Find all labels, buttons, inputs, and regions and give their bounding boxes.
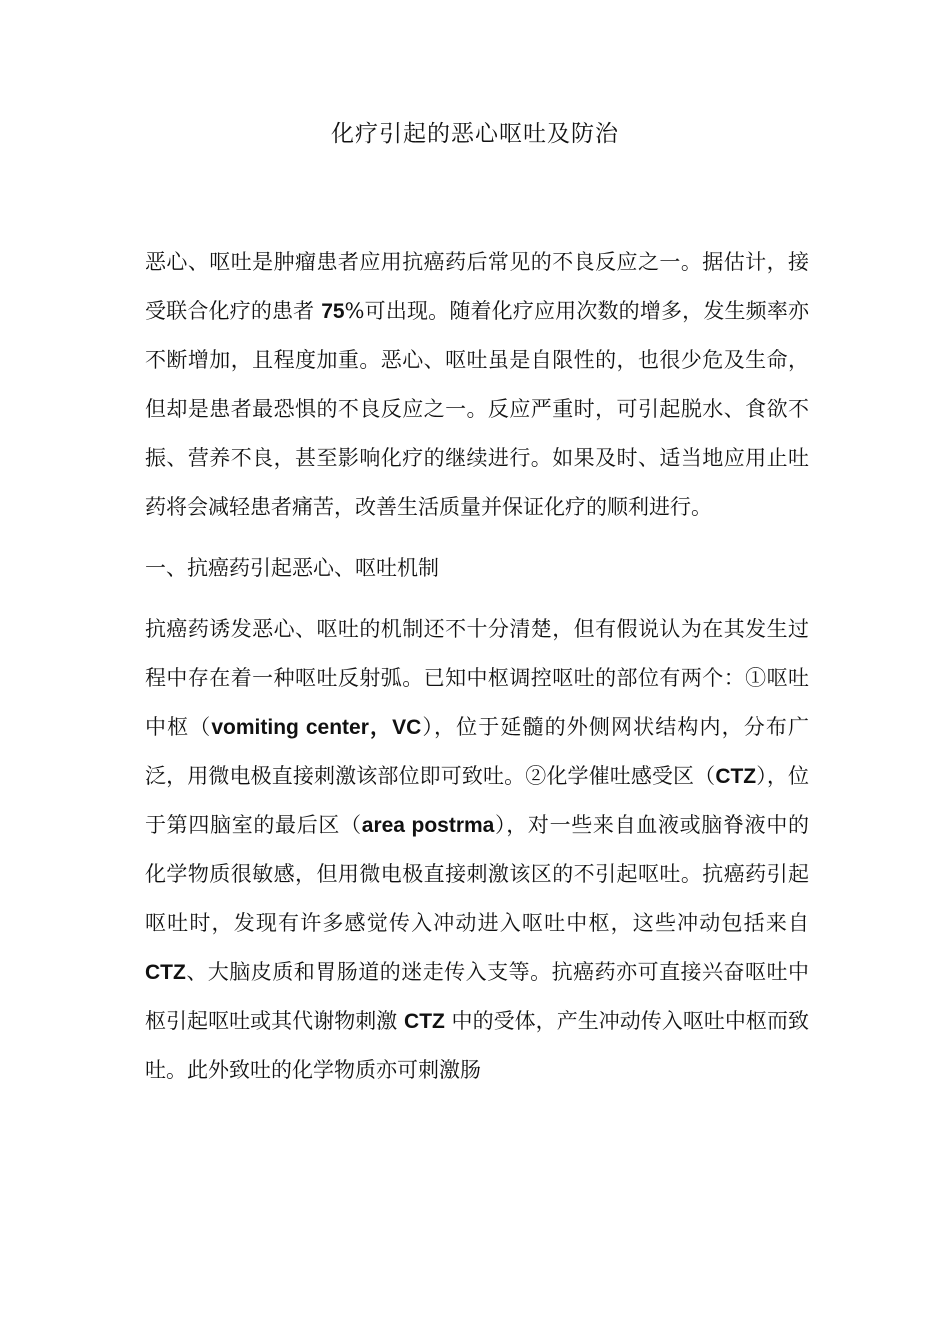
document-body: [145, 238, 809, 1107]
percentage-value: 75: [321, 300, 345, 323]
mechanism-text-1: 抗癌药诱发恶心、呕吐的机制还不十分清楚，但有假说认为在其发生过程中存在着一种呕吐反射弧。已知中枢调控呕吐的部位有两个：①呕吐中枢（: [145, 617, 809, 739]
paragraph-mechanism: [145, 605, 809, 1095]
document-title: 化疗引起的恶心呕吐及防治: [331, 121, 619, 147]
intro-text-a: 恶心、呕吐是肿瘤患者应用抗癌药后常见的不良反应之一。据估计，接受联合化疗的患者: [145, 250, 809, 323]
mechanism-text-6: 中的受体，产生冲动传入呕吐中枢而致吐。此外致吐的化学物质亦可刺激肠: [145, 1009, 809, 1082]
term-vomiting-center: vomiting center，VC: [211, 716, 422, 739]
mechanism-text-2: ），位于延髓的外侧网状结构内，分布广泛，用微电极直接刺激该部位即可致吐。②化学催吐感受区（: [145, 715, 809, 788]
mechanism-text-3: ），位于第四脑室的最后区（: [145, 764, 810, 837]
term-ctz: CTZ: [715, 765, 757, 788]
term-area-postrema: area postrma: [361, 814, 495, 837]
intro-text-b: %可出现。随着化疗应用次数的增多，发生频率亦不断增加，且程度加重。恶心、呕吐虽是自限性的，也很少危及生命，但却是患者最恐惧的不良反应之一。反应严重时，可引起脱水、食欲不振、营养不良，甚至影响化疗的继续进行。如果及时、适当地应用止吐药将会减轻患者痛苦，改善生活质量并保证化疗的顺利进行。: [145, 299, 809, 519]
section-heading-mechanism: 一、抗癌药引起恶心、呕吐机制: [145, 556, 439, 580]
paragraph-intro: [145, 238, 809, 532]
term-ctz: CTZ: [145, 961, 186, 984]
term-ctz: CTZ: [404, 1010, 445, 1033]
mechanism-text-5: 、大脑皮质和胃肠道的迷走传入支等。抗癌药亦可直接兴奋呕吐中枢引起呕吐或其代谢物刺激: [145, 960, 809, 1033]
mechanism-text-4: ），对一些来自血液或脑脊液中的化学物质很敏感，但用微电极直接刺激该区的不引起呕吐。抗癌药引起呕吐时，发现有许多感觉传入冲动进入呕吐中枢，这些冲动包括来自: [145, 813, 810, 935]
